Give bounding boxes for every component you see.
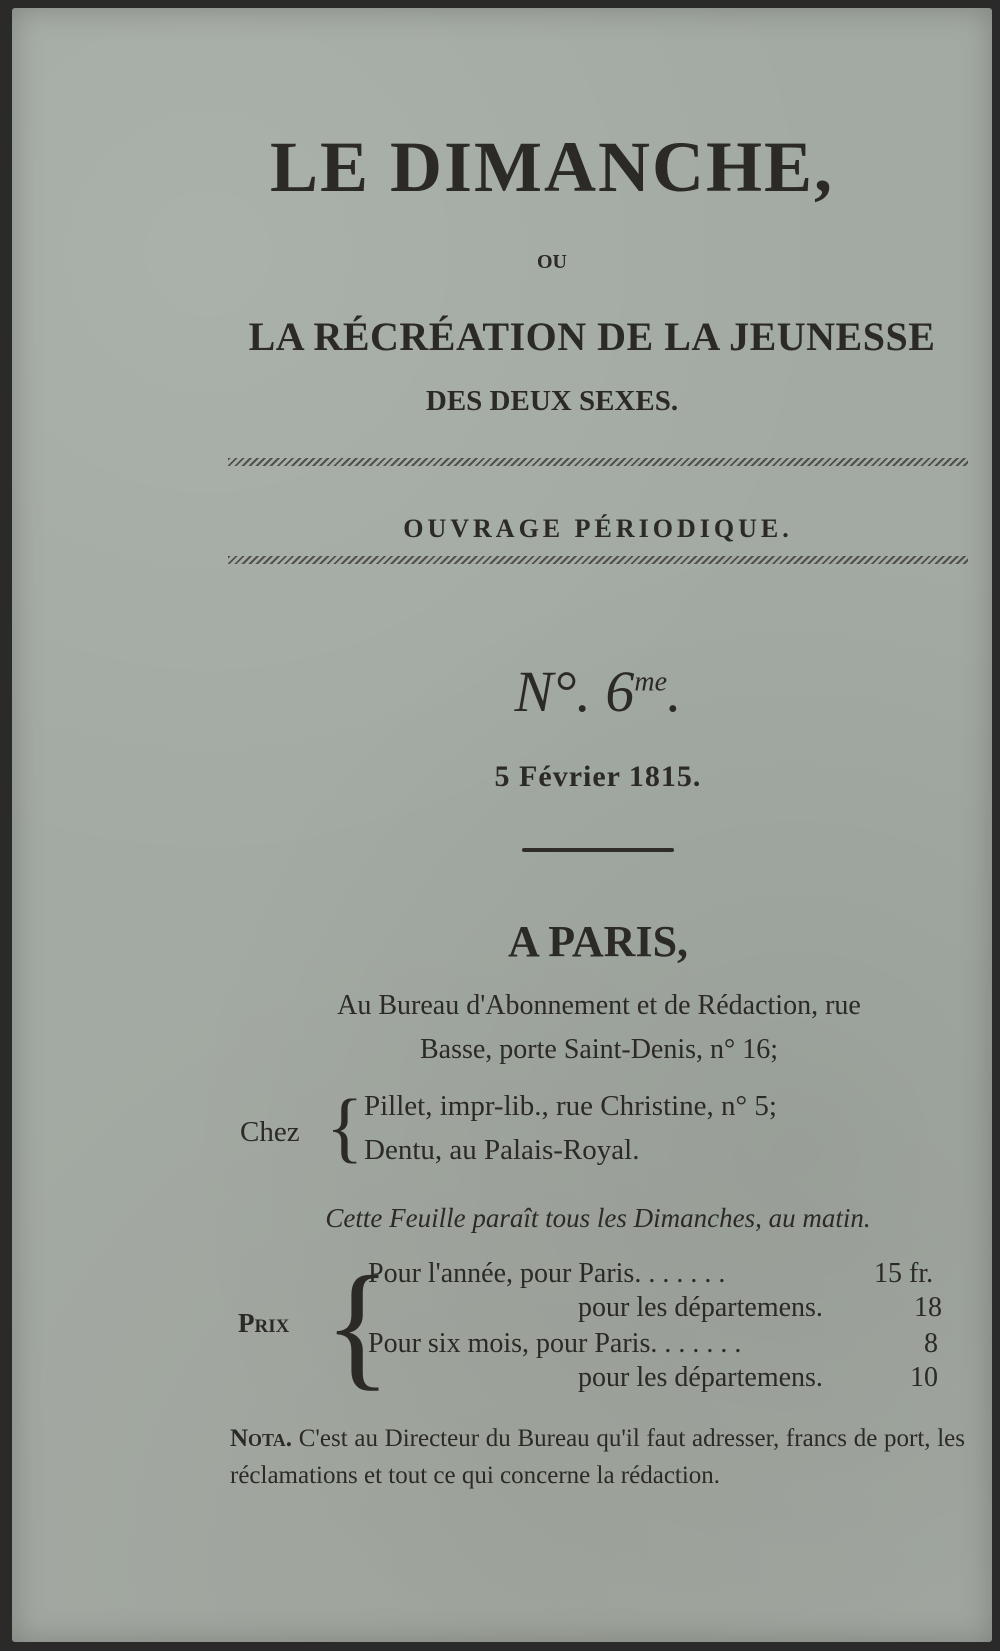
subtitle-line-2: DES DEUX SEXES.: [425, 385, 679, 417]
issue-number-suffix: me: [634, 666, 668, 698]
nota-label: Nota.: [230, 1425, 292, 1452]
price-row-value: 18: [914, 1292, 942, 1323]
issue-number-text: N°. 6: [514, 659, 635, 724]
issue-number-end: .: [667, 659, 682, 724]
subtitle-line-1: LA RÉCRÉATION DE LA JEUNESSE: [248, 314, 936, 359]
work-type: OUVRAGE PÉRIODIQUE.: [403, 514, 793, 543]
chez-line-2: Dentu, au Palais-Royal.: [364, 1134, 640, 1166]
nota-text: C'est au Directeur du Bureau qu'il faut adresser, francs de port, les réclamations et tout ce qui concerne la rédaction.: [230, 1425, 966, 1489]
city-heading: A PARIS,: [507, 917, 689, 966]
divider-rule: [522, 848, 674, 852]
price-row-label: pour les départemens.: [578, 1292, 823, 1323]
price-brace: {: [324, 1248, 392, 1403]
title-conjunction: OU: [537, 251, 567, 273]
publication-note: Cette Feuille paraît tous les Dimanches, au matin.: [325, 1203, 871, 1233]
main-title: LE DIMANCHE,: [269, 127, 835, 207]
price-label: Prix: [238, 1308, 290, 1338]
wavy-rule-bottom: [228, 556, 968, 564]
chez-brace: {: [326, 1083, 364, 1170]
price-row-value: 10: [910, 1362, 938, 1393]
document-page: [12, 8, 992, 1642]
issue-number: [228, 658, 968, 725]
price-row-label: Pour six mois, pour Paris. . . . . . .: [368, 1328, 742, 1359]
price-row-label: Pour l'année, pour Paris. . . . . . .: [368, 1258, 726, 1289]
wavy-rule-top: [228, 458, 968, 466]
issue-date: 5 Février 1815.: [494, 760, 702, 793]
price-row-label: pour les départemens.: [578, 1362, 823, 1393]
address-line-1: Au Bureau d'Abonnement et de Rédaction, rue: [337, 990, 861, 1021]
address-line-2: Basse, porte Saint-Denis, n° 16;: [419, 1034, 779, 1065]
price-row-value: 8: [924, 1328, 938, 1359]
chez-label: Chez: [240, 1116, 300, 1148]
nota-paragraph: [230, 1420, 965, 1494]
chez-line-1: Pillet, impr-lib., rue Christine, n° 5;: [364, 1090, 777, 1122]
price-row-value: 15 fr.: [874, 1258, 934, 1289]
